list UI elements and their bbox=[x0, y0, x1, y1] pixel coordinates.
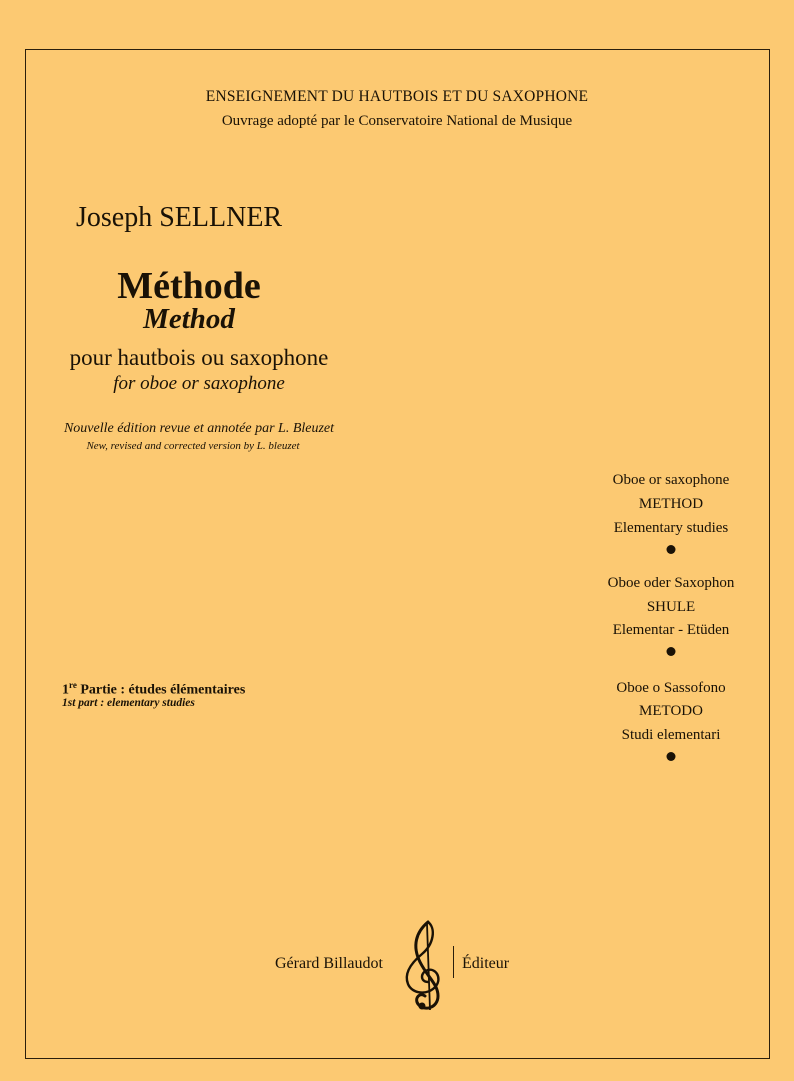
title-french: Méthode bbox=[117, 265, 261, 307]
composer-name: Joseph SELLNER bbox=[76, 202, 283, 233]
part-french bbox=[62, 680, 245, 699]
treble-clef-logo-icon bbox=[398, 918, 452, 1016]
lang-de-line3: Elementar - Etüden bbox=[612, 622, 730, 638]
edition-note-english: New, revised and corrected version by L. bleuzet bbox=[86, 440, 300, 452]
lang-en-line3: Elementary studies bbox=[613, 520, 729, 536]
adopted-note: Ouvrage adopté par le Conservatoire National de Musique bbox=[221, 113, 573, 129]
lang-it-line1: Oboe o Sassofono bbox=[616, 680, 726, 696]
lang-it-line3: Studi elementari bbox=[621, 727, 721, 743]
edition-note-french: Nouvelle édition revue et annotée par L. Bleuzet bbox=[63, 421, 335, 436]
lang-en-line1: Oboe or saxophone bbox=[612, 472, 730, 488]
part-english: 1st part : elementary studies bbox=[62, 697, 195, 709]
instrument-english: for oboe or saxophone bbox=[113, 373, 285, 394]
publisher-divider bbox=[453, 946, 454, 978]
title-english: Method bbox=[143, 303, 235, 335]
lang-it-line2: METODO bbox=[639, 703, 703, 719]
bullet-dot-icon bbox=[667, 752, 676, 761]
publisher-name: Gérard Billaudot bbox=[275, 955, 383, 972]
bullet-dot-icon bbox=[667, 545, 676, 554]
lang-de-line2: SHULE bbox=[646, 599, 696, 615]
series-title: ENSEIGNEMENT DU HAUTBOIS ET DU SAXOPHONE bbox=[205, 88, 589, 105]
lang-de-line1: Oboe oder Saxophon bbox=[607, 575, 735, 591]
part-suffix: re bbox=[69, 680, 77, 690]
part-label: Partie : études élémentaires bbox=[76, 682, 246, 698]
bullet-dot-icon bbox=[667, 647, 676, 656]
publisher-role: Éditeur bbox=[462, 955, 510, 972]
cover-border bbox=[25, 49, 770, 1059]
instrument-french: pour hautbois ou saxophone bbox=[69, 345, 329, 370]
part-number: 1 bbox=[62, 682, 69, 698]
lang-en-line2: METHOD bbox=[638, 496, 704, 512]
